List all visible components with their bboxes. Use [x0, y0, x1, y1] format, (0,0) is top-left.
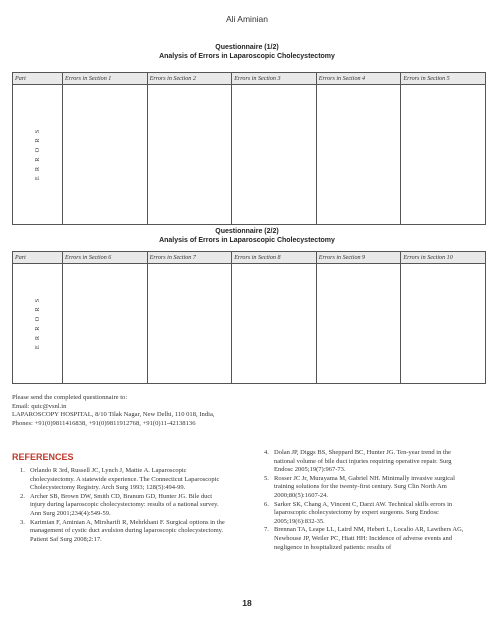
answer-cell[interactable]: [147, 85, 232, 225]
contact-block: [12, 394, 482, 428]
page-number: 18: [242, 598, 252, 608]
answer-cell[interactable]: [316, 85, 401, 225]
running-head: Ali Aminian: [225, 14, 269, 24]
header-section-2: Errors in Section 2: [147, 73, 232, 85]
reference-item: 2. Archer SB, Brown DW, Smith CD, Branum GD, Hunter JG. Bile duct injury during laparoscopic cholecystectomy: results of a national survey. Ann Surg 2001;234(4):549-59.: [20, 492, 219, 517]
questionnaire-2-subtitle: Analysis of Errors in Laparoscopic Cholecystectomy: [159, 237, 335, 244]
header-section-6: Errors in Section 6: [63, 252, 148, 264]
errors-label: E R R O R S: [34, 128, 41, 181]
answer-cell[interactable]: [63, 264, 148, 384]
header-row: [13, 73, 486, 85]
answer-cell[interactable]: [147, 264, 232, 384]
questionnaire-1-title: Questionnaire (1/2): [215, 44, 279, 51]
questionnaire-2-title: Questionnaire (2/2): [215, 228, 279, 235]
header-section-8: Errors in Section 8: [232, 252, 317, 264]
header-section-4: Errors in Section 4: [316, 73, 401, 85]
contact-phones: Phones: +91(0)9811416838, +91(0)9811912768, +91(0)11-42138136: [12, 419, 196, 427]
header-section-1: Errors in Section 1: [63, 73, 148, 85]
header-section-5: Errors in Section 5: [401, 73, 486, 85]
reference-item: 5. Rosser JC Jr, Murayama M, Gabriel NH. Minimally invasive surgical training solutions for the twenty-first century. Surg Clin North Am 2000;80(5):1607-24.: [264, 474, 455, 499]
questionnaire-1-table: [12, 72, 486, 225]
contact-email[interactable]: Email: quic@vsnl.in: [12, 402, 67, 410]
questionnaire-1-subtitle: Analysis of Errors in Laparoscopic Cholecystectomy: [159, 53, 335, 60]
part-header: Part: [13, 252, 63, 264]
reference-item: 1. Orlando R 3rd, Russell JC, Lynch J, Mattie A. Laparoscopic cholecystectomy. A statewide experience. The Connecticut Laparoscopic Cholecystectomy Registry. Arch Surg 1993; 128(5):494-99.: [20, 467, 220, 492]
reference-item: 4. Dolan JP, Diggs BS, Sheppard BC, Hunter JG. Ten-year trend in the national volume of bile duct injuries requiring operative repair. Surg Endosc 2005;19(7):967-73.: [264, 449, 452, 474]
references-heading: REFERENCES: [12, 452, 74, 462]
header-section-10: Errors in Section 10: [401, 252, 486, 264]
errors-label-cell: [13, 264, 63, 384]
errors-label-cell: [13, 85, 63, 225]
contact-address: LAPAROSCOPY HOSPITAL, 8/10 Tilak Nagar, New Delhi, 110 018, India,: [12, 411, 215, 419]
errors-label: E R R O R S: [34, 297, 41, 350]
answer-cell[interactable]: [232, 264, 317, 384]
header-row: [13, 252, 486, 264]
answer-cell[interactable]: [316, 264, 401, 384]
answer-cell[interactable]: [401, 85, 486, 225]
errors-row: [13, 85, 486, 225]
answer-cell[interactable]: [63, 85, 148, 225]
reference-item: 3. Karimian F, Aminian A, Mirsharifi R, Mehrkhani F. Surgical options in the management of cystic duct avulsion during laparoscopic cholecystectomy. Patient Saf Surg 2008;2:17.: [20, 518, 225, 543]
header-section-3: Errors in Section 3: [232, 73, 317, 85]
reference-item: 7. Brennan TA, Leape LL, Laird NM, Hebert L, Localio AR, Lawthers AG, Newhouse JP, Weiler PC, Hiatt HH: Incidence of adverse events and negligence in hospitalized patients: results of: [264, 526, 464, 551]
header-section-7: Errors in Section 7: [147, 252, 232, 264]
references-left-column: [12, 467, 227, 544]
header-section-9: Errors in Section 9: [316, 252, 401, 264]
references-right-column: [256, 449, 471, 552]
questionnaire-2-table: [12, 251, 486, 384]
errors-row: [13, 264, 486, 384]
answer-cell[interactable]: [232, 85, 317, 225]
reference-item: 6. Sarker SK, Chang A, Vincent C, Darzi AW. Technical skills errors in laparoscopic cholecystectomy by expert surgeons. Surg Endosc 2005;19(6):832-35.: [264, 500, 453, 525]
part-header: Part: [13, 73, 63, 85]
contact-instruction: Please send the completed questionnaire to:: [12, 394, 128, 401]
answer-cell[interactable]: [401, 264, 486, 384]
